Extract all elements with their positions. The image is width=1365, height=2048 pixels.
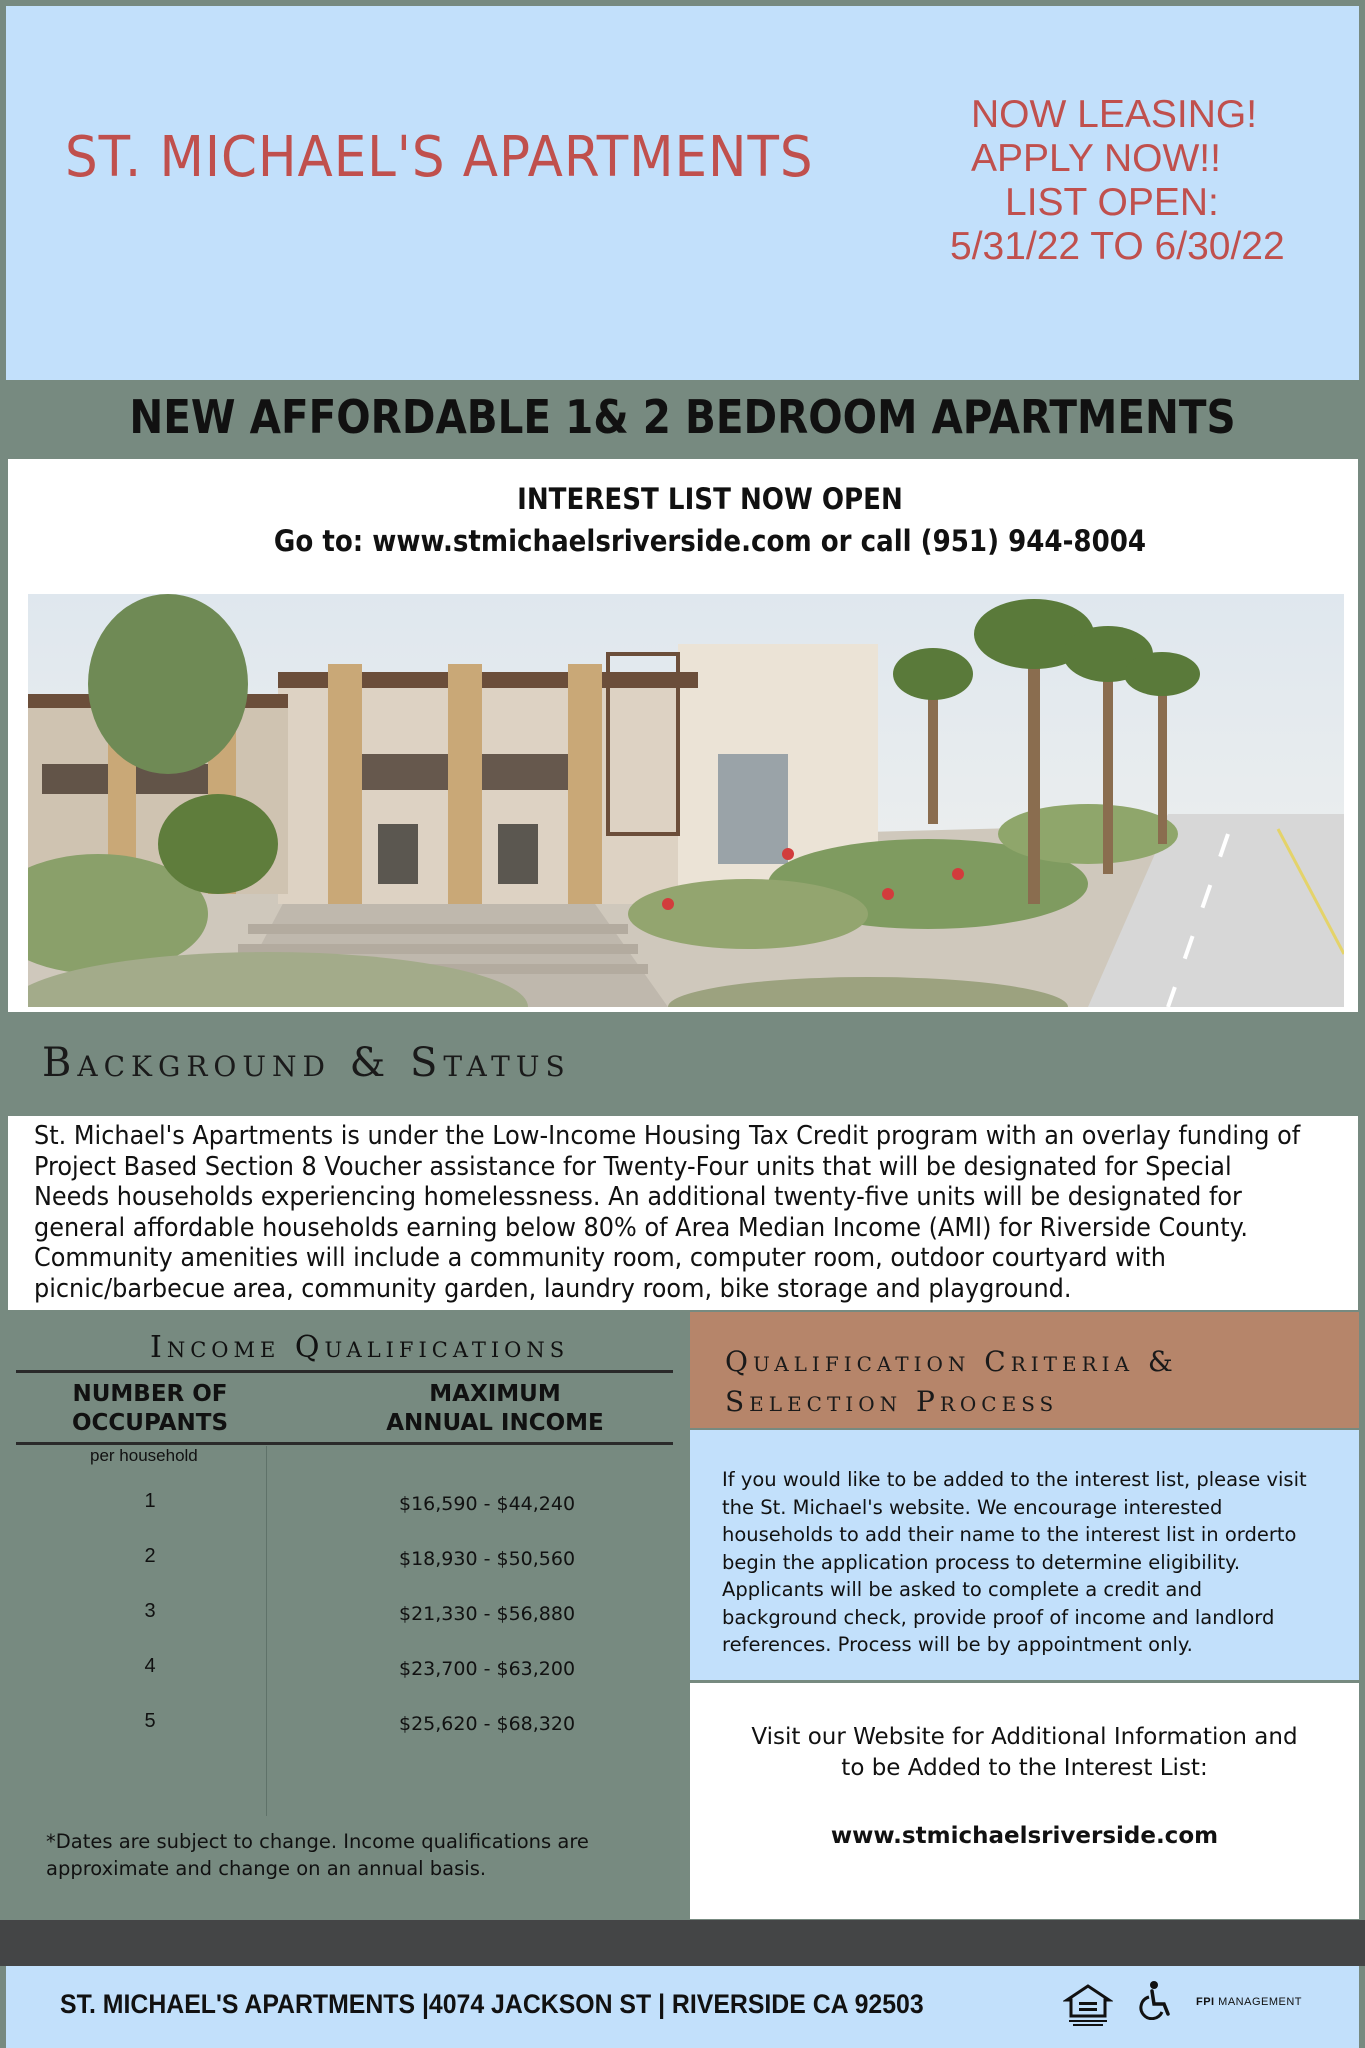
occupants-cell: 4 <box>144 1655 156 1677</box>
occupants-cell: 2 <box>144 1545 156 1567</box>
income-column-header: MAXIMUM ANNUAL INCOME <box>386 1381 604 1436</box>
occupants-column-header: NUMBER OF OCCUPANTS <box>71 1381 229 1436</box>
accessibility-icon <box>1138 1980 1174 2020</box>
criteria-paragraph: If you would like to be added to the interest list, please visit the St. Michael's website. We encourage interested households to add their name to the interest list in orderto begin the application process to determine eligibility. Applicants will be asked to complete a credit and background check, provide proof of income and landlord references. Process will be by appointment only. <box>722 1468 1307 1656</box>
income-cell: $18,930 - $50,560 <box>399 1548 576 1570</box>
building-rendering-image <box>28 594 1344 1007</box>
leasing-line: NOW LEASING! <box>971 93 1258 136</box>
paragraph-line: general affordable households earning below 80% of Area Median Income (AMI) for Riverside County. <box>34 1212 1249 1243</box>
interest-contact-line: Go to: www.stmichaelsriverside.com or call (951) 944-8004 <box>273 524 1147 558</box>
visit-website-panel <box>690 1683 1359 1919</box>
income-cell: $25,620 - $68,320 <box>399 1713 576 1735</box>
leasing-line: APPLY NOW!! <box>971 137 1221 180</box>
interest-list-heading: INTEREST LIST NOW OPEN <box>517 482 903 516</box>
occupants-cell: 1 <box>144 1490 156 1512</box>
paragraph-line: Project Based Section 8 Voucher assistance for Twenty-Four units that will be designated for Special <box>34 1151 1232 1182</box>
income-cell: $23,700 - $63,200 <box>399 1658 576 1680</box>
income-qualifications-heading: Income Qualifications <box>150 1330 570 1365</box>
paragraph-line: Needs households experiencing homelessness. An additional twenty-five units will be designated for <box>34 1182 1242 1212</box>
income-cell: $16,590 - $44,240 <box>399 1493 576 1515</box>
leasing-notice <box>945 93 1345 269</box>
occupants-cell: 3 <box>144 1600 156 1622</box>
paragraph-line: Community amenities will include a community room, computer room, outdoor courtyard with <box>34 1243 1166 1273</box>
background-paragraph <box>34 1121 1301 1304</box>
table-header-rule <box>16 1442 673 1445</box>
paragraph-line: picnic/barbecue area, community garden, laundry room, bike storage and playground. <box>34 1273 1072 1304</box>
footer-address: ST. MICHAEL'S APARTMENTS |4074 JACKSON ST | RIVERSIDE CA 92503 <box>60 1989 924 2019</box>
equal-housing-icon <box>1063 1984 1113 2028</box>
leasing-line: LIST OPEN: <box>1005 181 1219 224</box>
management-logo: FPI MANAGEMENT <box>1196 1996 1303 2008</box>
property-title: ST. MICHAEL'S APARTMENTS <box>65 125 814 190</box>
website-link[interactable]: www.stmichaelsriverside.com <box>830 1823 1219 1849</box>
footer-divider-band <box>0 1920 1365 1966</box>
disclaimer-note: *Dates are subject to change. Income qualifications are approximate and change on an annual basis. <box>46 1830 589 1880</box>
visit-website-text: Visit our Website for Additional Information and to be Added to the Interest List: <box>751 1724 1298 1781</box>
occupants-cell: 5 <box>144 1710 156 1732</box>
paragraph-line: St. Michael's Apartments is under the Low-Income Housing Tax Credit program with an overlay funding of <box>34 1121 1301 1151</box>
table-top-rule <box>16 1370 673 1373</box>
criteria-heading: Qualification Criteria & Selection Process <box>725 1345 1178 1418</box>
table-column-divider <box>266 1446 267 1816</box>
background-status-heading: Background & Status <box>42 1040 571 1086</box>
leasing-dates: 5/31/22 TO 6/30/22 <box>950 225 1285 268</box>
income-cell: $21,330 - $56,880 <box>399 1603 576 1625</box>
per-household-label: per household <box>90 1446 198 1465</box>
headline-banner: NEW AFFORDABLE 1& 2 BEDROOM APARTMENTS <box>129 390 1236 444</box>
